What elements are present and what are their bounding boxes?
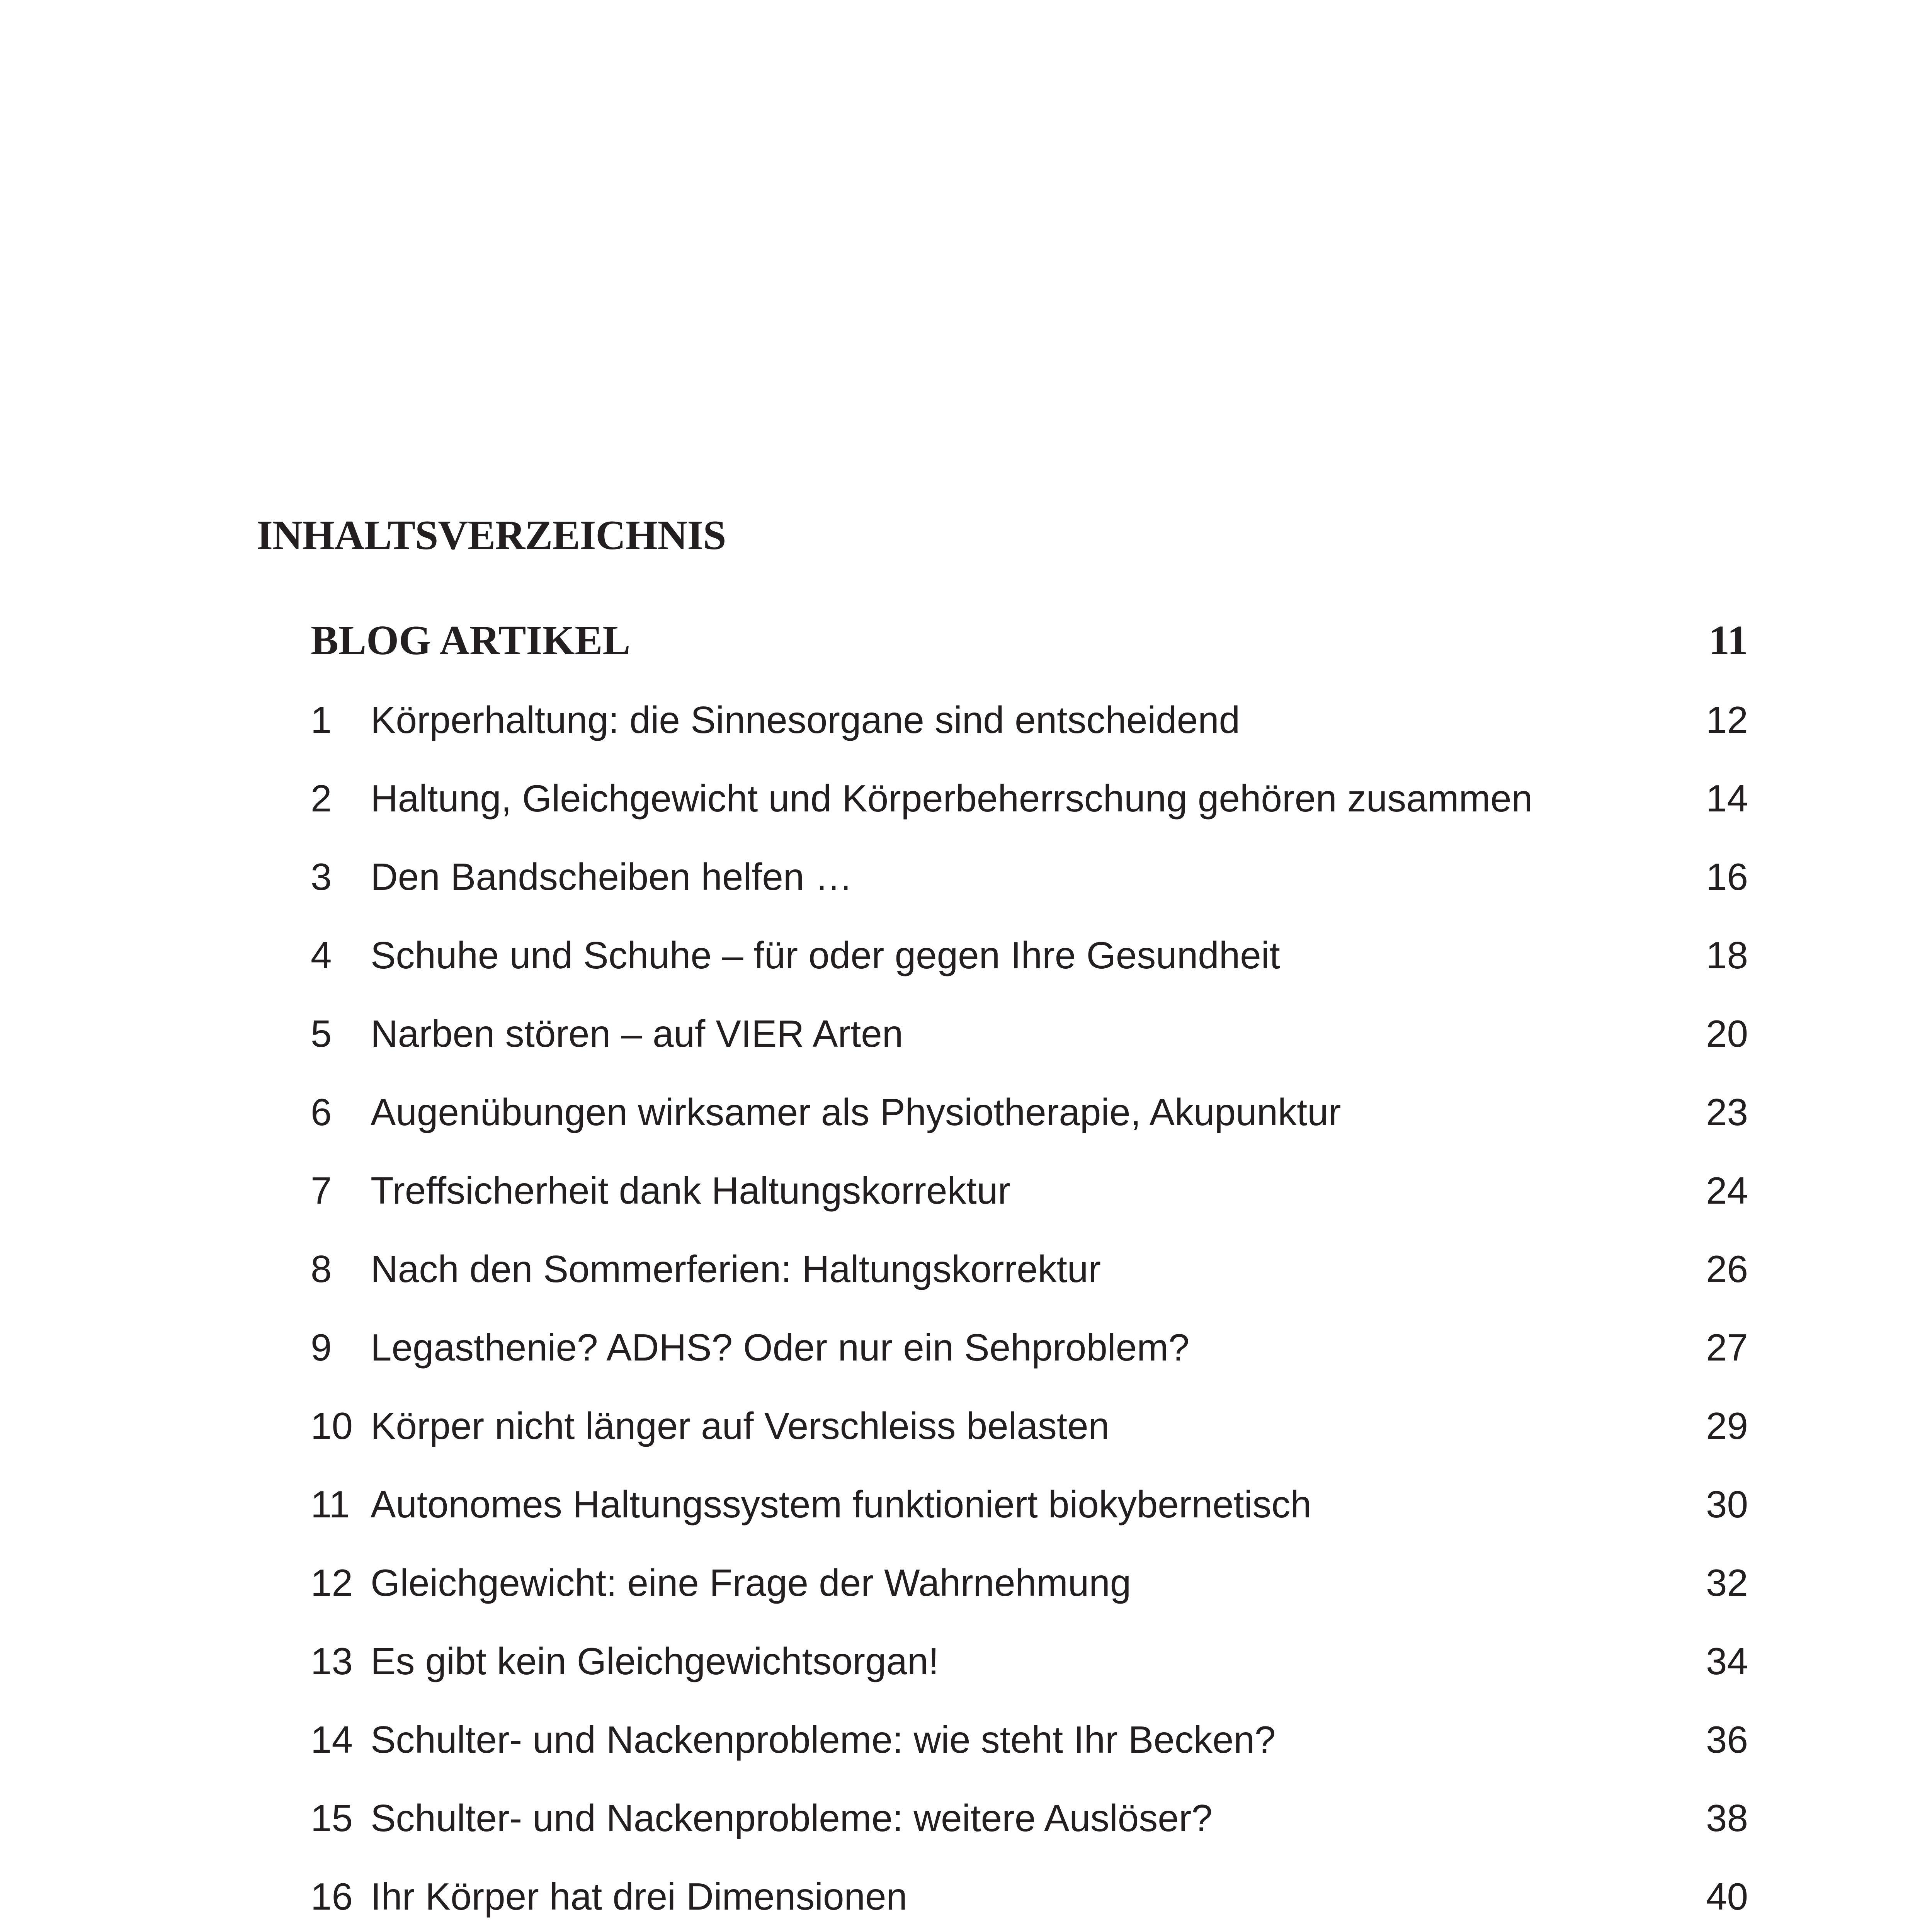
toc-entry-number: 3 (311, 855, 332, 898)
toc-entry-page-number: 16 (1706, 855, 1748, 898)
toc-entry-page-number: 20 (1706, 1012, 1748, 1055)
toc-entry (311, 1875, 1748, 1932)
toc-entry-number: 10 (311, 1405, 353, 1447)
toc-entry (311, 1799, 1748, 1878)
toc-entry (311, 1407, 1748, 1485)
toc-entry (311, 1012, 1748, 1093)
toc-entry (311, 1250, 1748, 1328)
toc-entry-title: Schulter- und Nackenprobleme: weitere Auslöser? (371, 1797, 1213, 1839)
toc-section-blog-artikel (311, 617, 1748, 663)
toc-entry-page-number: 14 (1706, 777, 1748, 820)
toc-entry-number: 15 (311, 1797, 353, 1839)
toc-entry-page-number: 26 (1706, 1248, 1748, 1290)
toc-entry (311, 936, 1748, 1015)
toc-entry-number: 4 (311, 934, 332, 976)
section-page-number: 11 (1708, 617, 1748, 663)
toc-entry-title: Legasthenie? ADHS? Oder nur ein Sehproblem? (371, 1326, 1190, 1369)
toc-entry (311, 1169, 1748, 1250)
toc-entry (311, 1561, 1748, 1642)
toc-entry-title: Nach den Sommerferien: Haltungskorrektur (371, 1248, 1101, 1290)
toc-entry-title: Ihr Körper hat drei Dimensionen (371, 1875, 908, 1918)
toc-entry-number: 13 (311, 1640, 353, 1682)
toc-entry-page-number: 24 (1706, 1169, 1748, 1212)
toc-entry-title: Schuhe und Schuhe – für oder gegen Ihre Gesundheit (371, 934, 1280, 976)
toc-entry-number: 8 (311, 1248, 332, 1290)
toc-entry-title: Gleichgewicht: eine Frage der Wahrnehmung (371, 1561, 1131, 1604)
toc-entry-number: 9 (311, 1326, 332, 1369)
toc-entry-page-number: 12 (1706, 699, 1748, 741)
toc-entry-title: Schulter- und Nackenprobleme: wie steht Ihr Becken? (371, 1718, 1276, 1761)
toc-entry-number: 14 (311, 1718, 353, 1761)
toc-entry-page-number: 32 (1706, 1561, 1748, 1604)
toc-entry-number: 16 (311, 1875, 353, 1918)
toc-entry-number: 2 (311, 777, 332, 820)
toc-entry-page-number: 30 (1706, 1483, 1748, 1526)
toc-entry-number: 11 (311, 1483, 350, 1526)
section-title: BLOG ARTIKEL (311, 617, 631, 663)
toc-entry-page-number: 18 (1706, 934, 1748, 976)
toc-entry (311, 1718, 1748, 1799)
toc-entry-title: Haltung, Gleichgewicht und Körperbeherrschung gehören zusammen (371, 777, 1533, 820)
toc-entry-title: Den Bandscheiben helfen … (371, 855, 853, 898)
toc-entry-number: 12 (311, 1561, 353, 1604)
toc-entry-number: 7 (311, 1169, 332, 1212)
toc-entry-title: Augenübungen wirksamer als Physiotherapie, Akupunktur (371, 1091, 1341, 1133)
toc-entry-page-number: 27 (1706, 1326, 1748, 1369)
toc-entry (311, 1093, 1748, 1172)
toc-entry-title: Körper nicht länger auf Verschleiss belasten (371, 1405, 1110, 1447)
toc-entry-title: Es gibt kein Gleichgewichtsorgan! (371, 1640, 939, 1682)
toc-entry-page-number: 34 (1706, 1640, 1748, 1682)
page-title: INHALTSVERZEICHNIS (257, 512, 726, 558)
toc-entry-page-number: 36 (1706, 1718, 1748, 1761)
toc-entry-title: Narben stören – auf VIER Arten (371, 1012, 903, 1055)
toc-entry-number: 5 (311, 1012, 332, 1055)
toc-entry (311, 1485, 1748, 1564)
toc-entry (311, 855, 1748, 936)
table-of-contents (311, 701, 1748, 1932)
toc-entry-number: 1 (311, 699, 332, 741)
toc-entry-number: 6 (311, 1091, 332, 1133)
toc-entry (311, 1328, 1748, 1407)
toc-entry (311, 1642, 1748, 1721)
toc-entry-title: Treffsicherheit dank Haltungskorrektur (371, 1169, 1010, 1212)
toc-entry (311, 779, 1748, 858)
toc-entry-title: Körperhaltung: die Sinnesorgane sind entscheidend (371, 699, 1240, 741)
toc-entry-page-number: 29 (1706, 1405, 1748, 1447)
toc-entry-title: Autonomes Haltungssystem funktioniert biokybernetisch (371, 1483, 1311, 1526)
toc-entry-page-number: 38 (1706, 1797, 1748, 1839)
toc-entry-page-number: 40 (1706, 1875, 1748, 1918)
toc-entry (311, 701, 1748, 779)
toc-entry-page-number: 23 (1706, 1091, 1748, 1133)
